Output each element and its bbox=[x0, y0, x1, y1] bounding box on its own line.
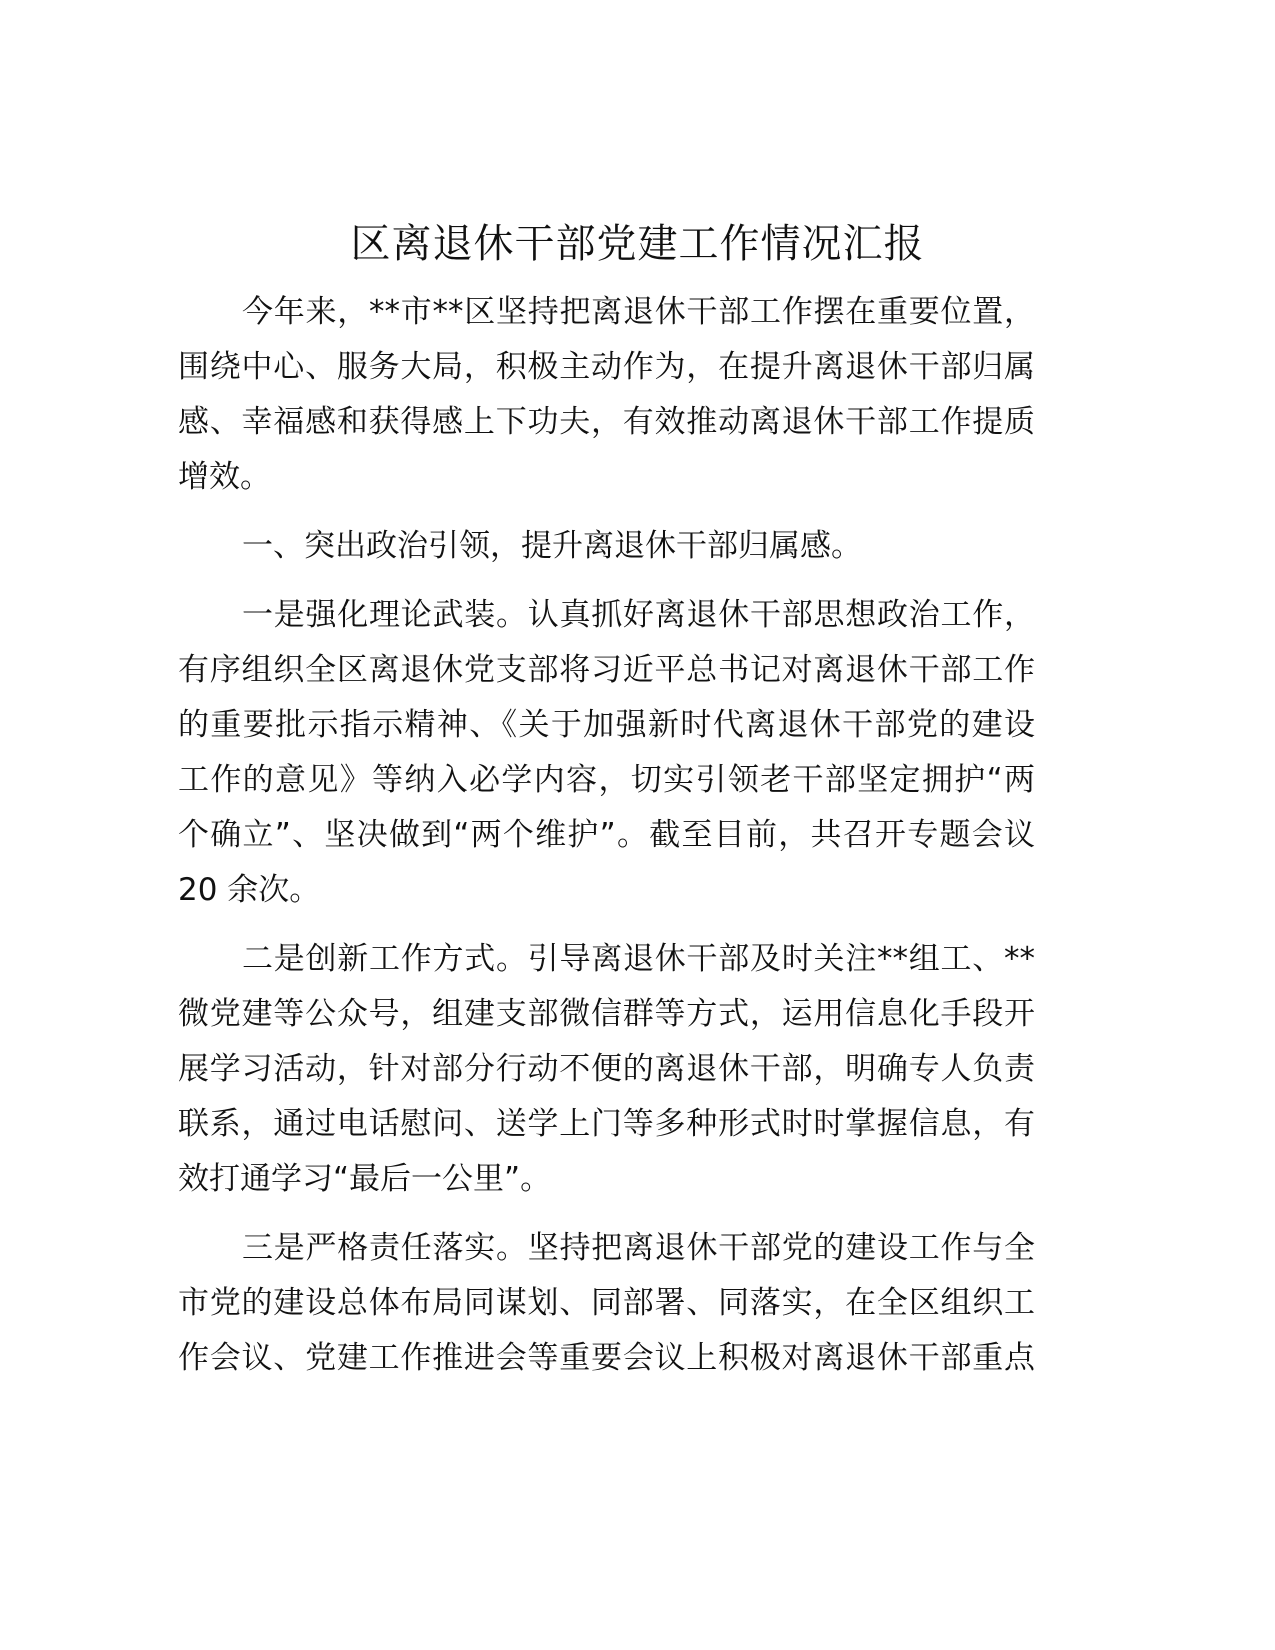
text-line: 展学习活动，针对部分行动不便的离退休干部，明确专人负责 bbox=[178, 1051, 1035, 1087]
paragraph bbox=[178, 285, 1035, 505]
text-line: 个确立”、坚决做到“两个维护”。截至目前，共召开专题会议 bbox=[178, 817, 1035, 853]
text-line: 工作的意见》等纳入必学内容，切实引领老干部坚定拥护“两 bbox=[178, 762, 1035, 798]
paragraph bbox=[178, 519, 1035, 574]
text-line: 二是创新工作方式。引导离退休干部及时关注**组工、** bbox=[242, 941, 1035, 977]
text-line: 20 余次。 bbox=[178, 872, 321, 908]
text-line: 效打通学习“最后一公里”。 bbox=[178, 1161, 552, 1197]
paragraph bbox=[178, 588, 1035, 918]
text-line: 三是严格责任落实。坚持把离退休干部党的建设工作与全 bbox=[242, 1230, 1035, 1266]
paragraph bbox=[178, 1221, 1035, 1386]
text-line: 有序组织全区离退休党支部将习近平总书记对离退休干部工作 bbox=[178, 652, 1035, 688]
text-line: 联系，通过电话慰问、送学上门等多种形式时时掌握信息，有 bbox=[178, 1106, 1035, 1142]
document-title: 区离退休干部党建工作情况汇报 bbox=[350, 221, 925, 267]
text-line: 微党建等公众号，组建支部微信群等方式，运用信息化手段开 bbox=[178, 996, 1035, 1032]
document-body bbox=[178, 285, 1035, 1400]
text-line: 作会议、党建工作推进会等重要会议上积极对离退休干部重点 bbox=[178, 1340, 1035, 1376]
text-line: 今年来，**市**区坚持把离退休干部工作摆在重要位置， bbox=[242, 294, 1035, 330]
text-line: 一是强化理论武装。认真抓好离退休干部思想政治工作， bbox=[242, 597, 1035, 633]
text-line: 一、突出政治引领，提升离退休干部归属感。 bbox=[242, 528, 862, 564]
text-line: 增效。 bbox=[178, 459, 271, 495]
text-line: 感、幸福感和获得感上下功夫，有效推动离退休干部工作提质 bbox=[178, 404, 1035, 440]
text-line: 市党的建设总体布局同谋划、同部署、同落实，在全区组织工 bbox=[178, 1285, 1035, 1321]
text-line: 的重要批示指示精神、《关于加强新时代离退休干部党的建设 bbox=[178, 707, 1035, 743]
text-line: 围绕中心、服务大局，积极主动作为，在提升离退休干部归属 bbox=[178, 349, 1035, 385]
paragraph bbox=[178, 932, 1035, 1207]
